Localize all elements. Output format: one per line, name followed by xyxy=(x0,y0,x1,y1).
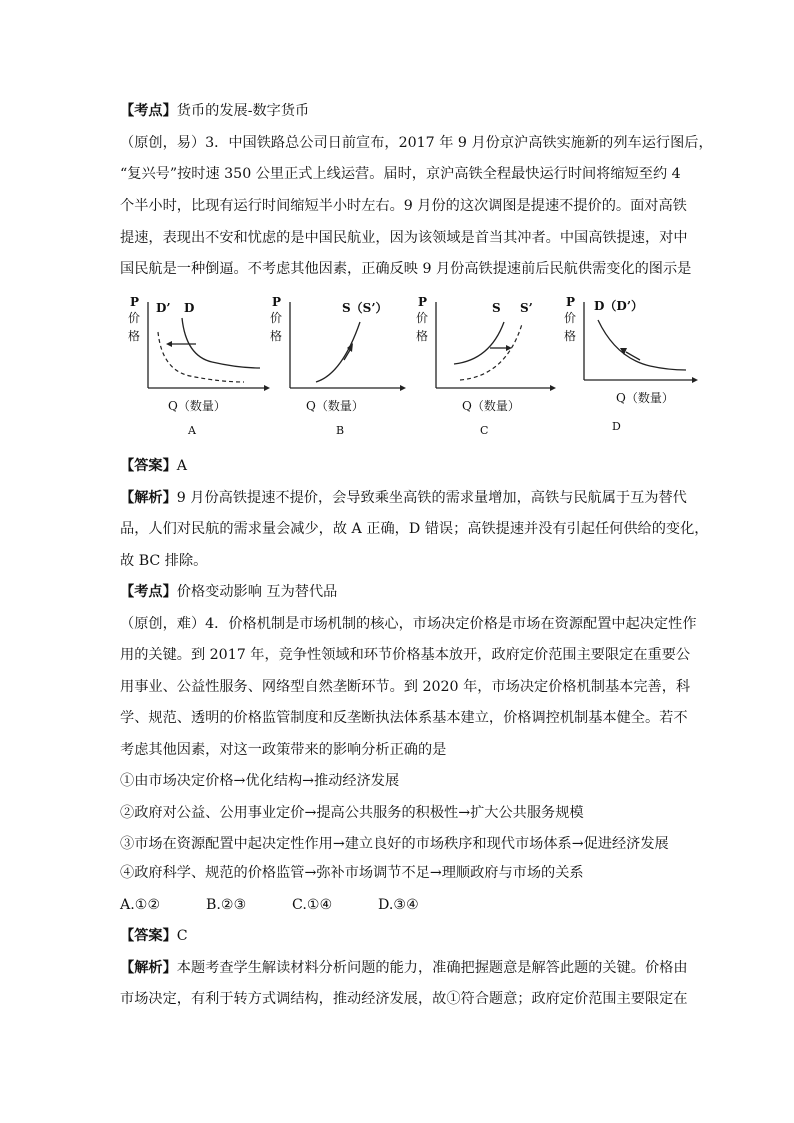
q4-text-line-1: （原创，难）4．价格机制是市场机制的核心，市场决定价格是市场在资源配置中起决定性作 xyxy=(120,616,697,632)
y-label-1: 价 xyxy=(416,311,429,325)
kaodian-text: 价格变动影响 互为替代品 xyxy=(176,584,338,600)
q3-answer xyxy=(120,456,187,476)
demand-curve-d xyxy=(182,318,260,368)
diagram-a xyxy=(128,295,270,437)
kaodian-heading-q3 xyxy=(120,582,337,602)
kaodian-text: 货币的发展-数字货币 xyxy=(176,103,310,119)
curve-label-s-prime: S’ xyxy=(520,301,533,315)
x-axis-arrow xyxy=(692,377,698,383)
q4-item-1: ①由市场决定价格→优化结构→推动经济发展 xyxy=(120,773,400,789)
x-axis-arrow xyxy=(400,385,406,391)
supply-demand-diagrams xyxy=(120,288,706,440)
diagram-c xyxy=(416,295,556,437)
choice-c: C.①④ xyxy=(292,897,333,913)
analysis-text: 本题考查学生解读材料分析问题的能力，准确把握题意是解答此题的关键。价格由 xyxy=(176,960,688,976)
analysis-text: 9 月份高铁提速不提价，会导致乘坐高铁的需求量增加，高铁与民航属于互为替代 xyxy=(176,490,687,506)
x-label: Q（数量） xyxy=(616,391,674,405)
x-axis-arrow xyxy=(264,385,270,391)
shift-arrow-head xyxy=(166,341,172,347)
q3-text-line-1: （原创，易）3．中国铁路总公司日前宣布，2017 年 9 月份京沪高铁实施新的列车运行图后， xyxy=(120,135,713,151)
y-label-p: P xyxy=(566,295,576,309)
kaodian-tag: 【考点】 xyxy=(120,103,177,119)
q3-text-line-4: 提速，表现出不安和忧虑的是中国民航业，因为该领域是首当其冲者。中国高铁提速，对中 xyxy=(120,230,688,246)
y-label-2: 格 xyxy=(128,329,141,343)
x-axis-arrow xyxy=(550,385,556,391)
y-label-p: P xyxy=(272,295,282,309)
y-label-p: P xyxy=(130,295,140,309)
q4-text-line-2: 用的关键。到 2017 年，竞争性领域和环节价格基本放开，政府定价范围主要限定在重要公 xyxy=(120,647,691,663)
y-label-2: 格 xyxy=(564,329,577,343)
diagram-d xyxy=(564,295,698,433)
demand-curve-d xyxy=(598,320,686,370)
answer-tag: 【答案】 xyxy=(120,458,177,474)
curve-label-d: D（D’） xyxy=(594,299,643,313)
answer-tag: 【答案】 xyxy=(120,928,177,944)
y-label-2: 格 xyxy=(270,329,283,343)
q4-item-3: ③市场在资源配置中起决定性作用→建立良好的市场秩序和现代市场体系→促进经济发展 xyxy=(120,836,669,852)
answer-text: C xyxy=(176,928,188,944)
supply-curve-s xyxy=(316,322,360,382)
supply-curve-s-prime xyxy=(460,324,522,380)
x-label: Q（数量） xyxy=(168,399,226,413)
option-label-c: C xyxy=(480,424,489,437)
kaodian-tag: 【考点】 xyxy=(120,584,177,600)
x-label: Q（数量） xyxy=(306,399,364,413)
q3-analysis-line-2: 品，人们对民航的需求量会减少，故 A 正确，D 错误；高铁提速并没有引起任何供给的变化， xyxy=(120,521,709,537)
x-label: Q（数量） xyxy=(462,399,520,413)
q4-text-line-3: 用事业、公益性服务、网络型自然垄断环节。到 2020 年，市场决定价格机制基本完善，科 xyxy=(120,679,691,695)
q4-analysis-line-2: 市场决定，有利于转方式调结构，推动经济发展，故①符合题意；政府定价范围主要限定在 xyxy=(120,991,688,1007)
y-label-1: 价 xyxy=(564,311,577,325)
q4-text-line-5: 考虑其他因素，对这一政策带来的影响分析正确的是 xyxy=(120,742,447,758)
choice-d: D.③④ xyxy=(378,897,419,913)
y-label-2: 格 xyxy=(416,329,429,343)
q4-analysis-line-1 xyxy=(120,958,688,978)
choice-b: B.②③ xyxy=(206,897,247,913)
option-label-b: B xyxy=(336,424,345,437)
q3-analysis-line-3: 故 BC 排除。 xyxy=(120,553,208,569)
y-label-1: 价 xyxy=(128,311,141,325)
kaodian-heading-q2 xyxy=(120,101,309,121)
option-label-d: D xyxy=(612,420,621,433)
analysis-tag: 【解析】 xyxy=(120,960,177,976)
q4-text-line-4: 学、规范、透明的价格监管制度和反垄断执法体系基本建立，价格调控机制基本健全。若不 xyxy=(120,710,688,726)
supply-curve-s xyxy=(454,322,504,364)
diagram-b xyxy=(270,295,406,437)
answer-text: A xyxy=(176,458,188,474)
q4-choices xyxy=(120,895,464,915)
q3-text-line-2: “复兴号”按时速 350 公里正式上线运营。届时，京沪高铁全程最快运行时间将缩短至约 4 xyxy=(120,166,681,182)
choice-a: A.①② xyxy=(120,897,161,913)
curve-label-d: D xyxy=(184,301,195,315)
supply-demand-figure xyxy=(120,288,706,440)
curve-label-s: S xyxy=(492,301,501,315)
q3-analysis-line-1 xyxy=(120,488,687,508)
q4-item-4: ④政府科学、规范的价格监管→弥补市场调节不足→理顺政府与市场的关系 xyxy=(120,865,584,881)
y-label-p: P xyxy=(418,295,428,309)
option-label-a: A xyxy=(188,424,196,437)
q4-item-2: ②政府对公益、公用事业定价→提高公共服务的积极性→扩大公共服务规模 xyxy=(120,805,584,821)
curve-label-d-prime: D’ xyxy=(156,301,171,315)
y-label-1: 价 xyxy=(270,311,283,325)
shift-arrow-head xyxy=(506,345,512,351)
q4-answer xyxy=(120,926,188,946)
q3-text-line-5: 国民航是一种倒逼。不考虑其他因素，正确反映 9 月份高铁提速前后民航供需变化的图示是 xyxy=(120,261,692,277)
q3-text-line-3: 个半小时，比现有运行时间缩短半小时左右。9 月份的这次调图是提速不提价的。面对高铁 xyxy=(120,198,687,214)
curve-label-s: S（S’） xyxy=(342,301,388,315)
analysis-tag: 【解析】 xyxy=(120,490,177,506)
